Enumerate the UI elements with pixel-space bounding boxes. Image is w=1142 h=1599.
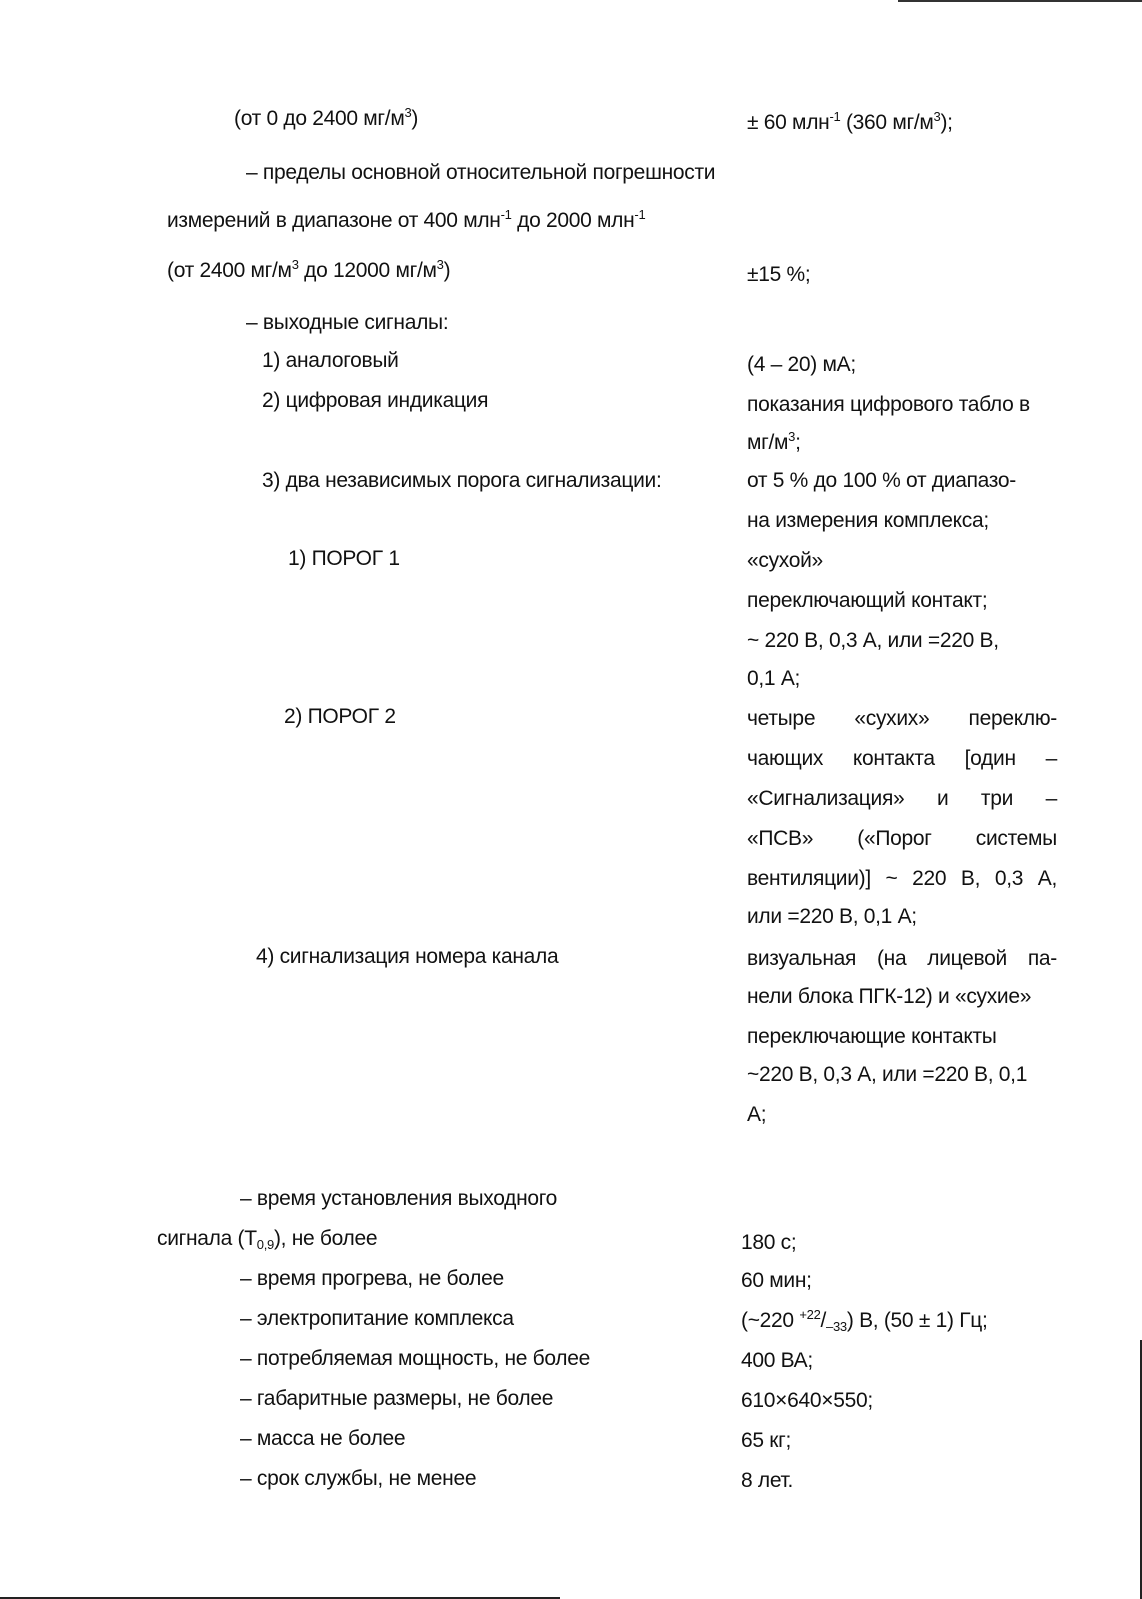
row-17-right: «Сигнализация» и три – [747, 787, 1057, 810]
row-31-right: 610×640×550; [741, 1389, 873, 1412]
row-5-left: – выходные сигналы: [246, 311, 449, 334]
row-14-right: 0,1 А; [747, 667, 801, 690]
row-16-right: чающих контакта [один – [747, 747, 1057, 770]
row-21-left: 4) сигнализация номера канала [256, 945, 559, 968]
row-29-right: (~220 $^{+22}/_{-33}$) В, (50 ± 1) Гц; [741, 1307, 988, 1334]
row-19-right: вентиляции)] ~ 220 В, 0,3 А, [747, 867, 1057, 890]
row-23-right: переключающие контакты [747, 1025, 997, 1048]
row-33-right: 8 лет. [741, 1469, 794, 1492]
row-3-left: измерений в диапазоне от 400 млн$^{-1}$ до 2000 млн$^{-1}$ [167, 207, 646, 232]
row-2-left: – пределы основной относительной погрешности [246, 161, 716, 184]
row-12-right: переключающий контакт; [747, 589, 988, 612]
row-27-right: 180 с; [741, 1231, 797, 1254]
row-9-right: от 5 % до 100 % от диапазо- [747, 469, 1016, 492]
row-15-left: 2) ПОРОГ 2 [284, 705, 396, 728]
row-21-right: визуальная (на лицевой па- [747, 947, 1057, 970]
row-9-left: 3) два независимых порога сигнализации: [262, 469, 662, 492]
row-27-left: сигнала $(Т_{0,9})$, не более [157, 1227, 378, 1252]
row-10-right: на измерения комплекса; [747, 509, 989, 532]
row-28-left: – время прогрева, не более [240, 1267, 504, 1290]
row-32-right: 65 кг; [741, 1429, 792, 1452]
row-1-right: ± 60 млн$^{-1}$ (360 $мг/м^3$); [747, 109, 953, 134]
scan-edge-top [898, 0, 1142, 2]
row-7-right: показания цифрового табло в [747, 393, 1030, 416]
row-28-right: 60 мин; [741, 1269, 812, 1292]
row-18-right: «ПСВ» («Порог системы [747, 827, 1057, 850]
row-24-right: ~220 В, 0,3 А, или =220 В, 0,1 [747, 1063, 1028, 1086]
row-29-left: – электропитание комплекса [240, 1307, 514, 1330]
row-8-right: $мг/м^3$; [747, 429, 801, 454]
row-26-left: – время установления выходного [240, 1187, 558, 1210]
row-33-left: – срок службы, не менее [240, 1467, 477, 1490]
row-30-left: – потребляемая мощность, не более [240, 1347, 591, 1370]
row-1-left: (от 0 до 2400 $мг/м^3$) [234, 105, 419, 130]
row-25-right: А; [747, 1103, 767, 1126]
row-15-right: четыре «сухих» переклю- [747, 707, 1057, 730]
row-6-right: (4 – 20) мА; [747, 353, 856, 376]
row-31-left: – габаритные размеры, не более [240, 1387, 554, 1410]
row-30-right: 400 ВА; [741, 1349, 813, 1372]
row-4-left: (от 2400 $мг/м^3$ до 12000 $мг/м^3$) [167, 257, 451, 282]
row-11-right: «сухой» [747, 549, 823, 572]
row-6-left: 1) аналоговый [262, 349, 399, 372]
row-32-left: – масса не более [240, 1427, 406, 1450]
row-13-right: ~ 220 В, 0,3 А, или =220 В, [747, 629, 999, 652]
row-11-left: 1) ПОРОГ 1 [288, 547, 400, 570]
row-20-right: или =220 В, 0,1 А; [747, 905, 917, 928]
row-7-left: 2) цифровая индикация [262, 389, 489, 412]
row-4-right: ±15 %; [747, 263, 811, 286]
row-22-right: нели блока ПГК-12) и «сухие» [747, 985, 1032, 1008]
